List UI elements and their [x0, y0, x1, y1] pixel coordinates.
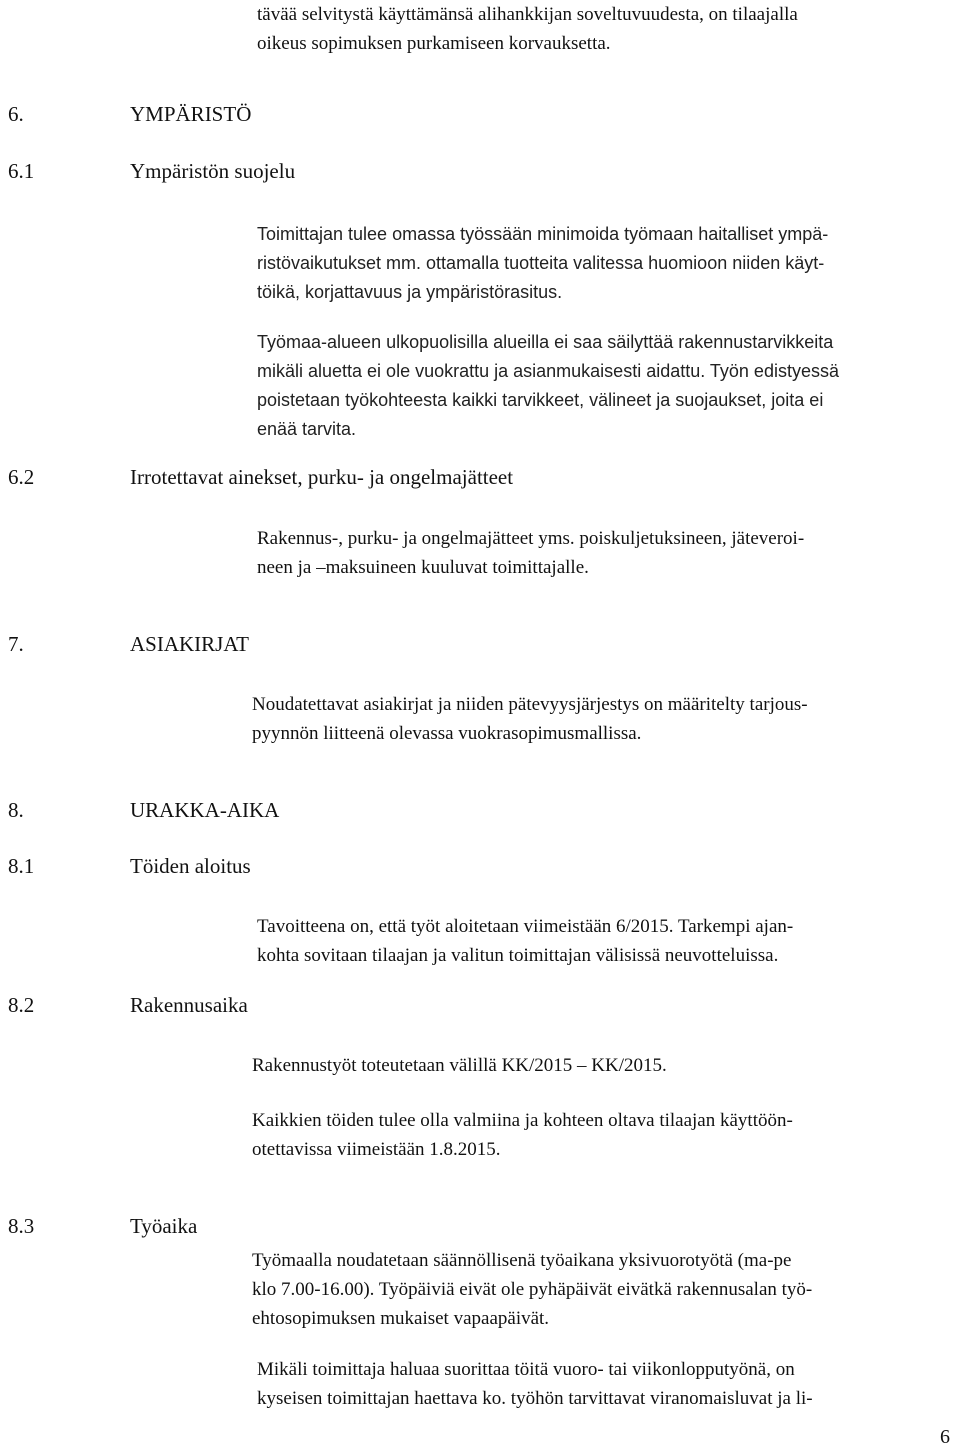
section-title: Rakennusaika — [130, 993, 248, 1017]
section-6-1-heading — [8, 157, 608, 186]
text-line: Työmaalla noudatetaan säännöllisenä työaikana yksivuorotyötä (ma-pe — [252, 1250, 792, 1271]
section-6-2-heading — [8, 463, 608, 492]
text-line: enää tarvita. — [257, 419, 357, 439]
section-title: Irrotettavat ainekset, purku- ja ongelmajätteet — [130, 465, 514, 489]
section-title: Töiden aloitus — [130, 854, 251, 878]
section-title: Työaika — [130, 1214, 198, 1238]
section-8-1-heading — [8, 852, 608, 881]
section-8-3-heading — [8, 1212, 608, 1241]
section-7-paragraph-1 — [252, 690, 808, 748]
section-number: 8.2 — [8, 993, 35, 1017]
text-line: pyynnön liitteenä olevassa vuokrasopimusmallissa. — [252, 723, 642, 744]
section-6-1-paragraph-2 — [257, 328, 839, 444]
section-8-2-paragraph-2 — [252, 1106, 793, 1164]
text-line: Toimittajan tulee omassa työssään minimoida työmaan haitalliset ympä- — [257, 224, 829, 244]
section-7-heading — [8, 630, 608, 659]
section-8-1-paragraph-1 — [257, 912, 793, 970]
section-title: YMPÄRISTÖ — [130, 102, 252, 126]
text-line: Kaikkien töiden tulee olla valmiina ja kohteen oltava tilaajan käyttöön- — [252, 1110, 793, 1131]
text-line: Tavoitteena on, että työt aloitetaan viimeistään 6/2015. Tarkempi ajan- — [257, 916, 794, 937]
text-line: töikä, korjattavuus ja ympäristörasitus. — [257, 282, 563, 302]
section-title: ASIAKIRJAT — [130, 632, 250, 656]
text-line: otettavissa viimeistään 1.8.2015. — [252, 1139, 501, 1160]
section-6-2-paragraph-1 — [257, 524, 804, 582]
section-6-heading — [8, 100, 608, 129]
text-line: poistetaan työkohteesta kaikki tarvikkeet, välineet ja suojaukset, joita ei — [257, 390, 824, 410]
section-8-3-paragraph-1 — [252, 1246, 812, 1333]
section-6-1-paragraph-1 — [257, 220, 828, 307]
text-line: Rakennustyöt toteutetaan välillä KK/2015 – KK/2015. — [252, 1055, 667, 1076]
text-line: Rakennus-, purku- ja ongelmajätteet yms. poiskuljetuksineen, jäteveroi- — [257, 528, 805, 549]
section-title: Ympäristön suojelu — [130, 159, 296, 183]
section-number: 8.3 — [8, 1214, 35, 1238]
text-line: tävää selvitystä käyttämänsä alihankkijan soveltuvuudesta, on tilaajalla — [257, 4, 798, 25]
page-number: 6 — [940, 1426, 950, 1448]
text-line: ehtosopimuksen mukaiset vapaapäivät. — [252, 1308, 550, 1329]
text-line: ristövaikutukset mm. ottamalla tuotteita valitessa huomioon niiden käyt- — [257, 253, 825, 273]
intro-paragraph — [257, 0, 798, 58]
section-number: 6.1 — [8, 159, 35, 183]
section-number: 6. — [8, 102, 24, 126]
section-8-heading — [8, 796, 608, 825]
section-number: 8. — [8, 798, 24, 822]
section-title: URAKKA-AIKA — [130, 798, 280, 822]
text-line: Työmaa-alueen ulkopuolisilla alueilla ei saa säilyttää rakennustarvikkeita — [257, 332, 834, 352]
section-number: 7. — [8, 632, 24, 656]
text-line: kyseisen toimittajan haettava ko. työhön tarvittavat viranomaisluvat ja li- — [257, 1388, 813, 1409]
section-8-3-paragraph-2 — [257, 1355, 813, 1413]
text-line: Noudatettavat asiakirjat ja niiden pätevyysjärjestys on määritelty tarjous- — [252, 694, 808, 715]
text-line: Mikäli toimittaja haluaa suorittaa töitä vuoro- tai viikonlopputyönä, on — [257, 1359, 795, 1380]
text-line: oikeus sopimuksen purkamiseen korvauksetta. — [257, 33, 611, 54]
text-line: mikäli aluetta ei ole vuokrattu ja asianmukaisesti aidattu. Työn edistyessä — [257, 361, 839, 381]
text-line: klo 7.00-16.00). Työpäiviä eivät ole pyhäpäivät eivätkä rakennusalan työ- — [252, 1279, 813, 1300]
section-number: 8.1 — [8, 854, 35, 878]
section-8-2-heading — [8, 991, 608, 1020]
section-8-2-paragraph-1 — [252, 1051, 667, 1080]
text-line: neen ja –maksuineen kuuluvat toimittajalle. — [257, 557, 589, 578]
text-line: kohta sovitaan tilaajan ja valitun toimittajan välisissä neuvotteluissa. — [257, 945, 779, 966]
section-number: 6.2 — [8, 465, 35, 489]
